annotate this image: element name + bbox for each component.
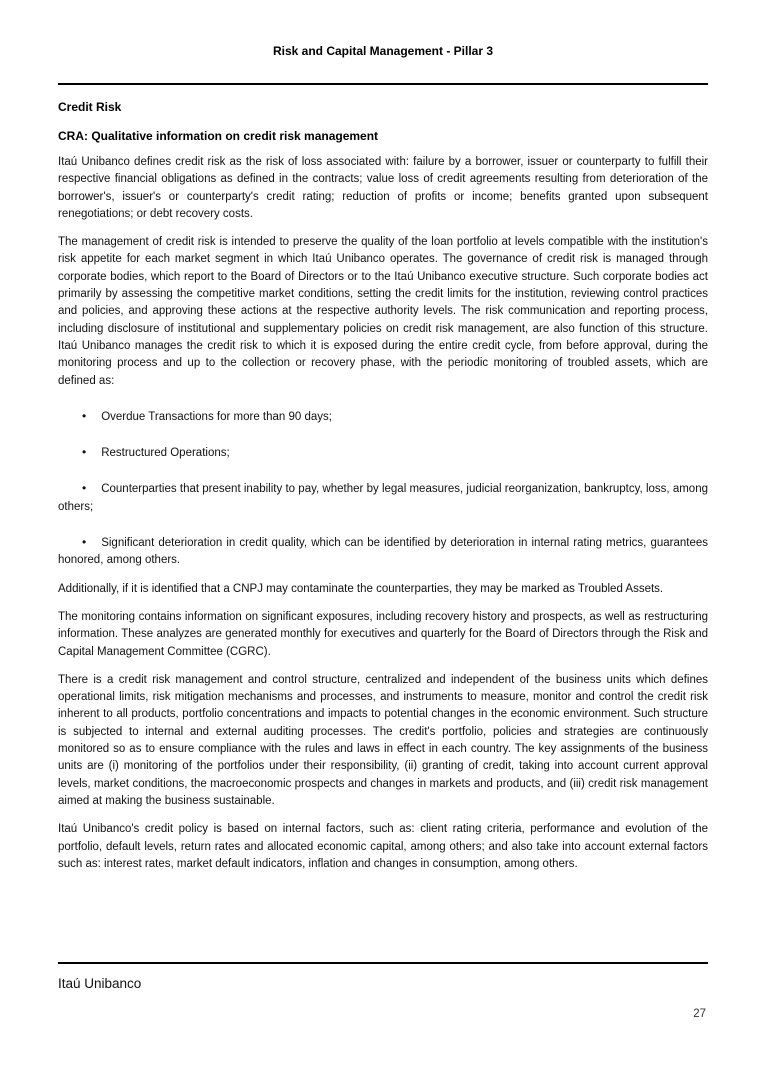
- bullet-item-text: Significant deterioration in credit quality, which can be identified by deterioration in internal rating metrics, guarantees honored, among others.: [58, 537, 708, 567]
- closing-paragraphs: [58, 581, 708, 873]
- bullet-item-text: Restructured Operations;: [101, 447, 230, 460]
- page-header-title: Risk and Capital Management - Pillar 3: [272, 44, 494, 58]
- bullet-icon: •: [82, 445, 87, 460]
- paragraph-intro-1: Itaú Unibanco defines credit risk as the risk of loss associated with: failure by a borrower, issuer or counterparty to fulfill their respective financial obligations as defined in the contracts; value loss of credit agreements resulting from deterioration of the borrower's, issuer's or counterparty's credit rating; reduction of profits or income; benefits granted upon subsequent renegotiations; or debt recovery costs.: [58, 156, 708, 220]
- bullet-item-text: Counterparties that present inability to pay, whether by legal measures, judicial reorganization, bankruptcy, loss, among others;: [58, 483, 708, 513]
- page-content: [58, 0, 708, 873]
- paragraph-additionally: Additionally, if it is identified that a CNPJ may contaminate the counterparties, they may be marked as Troubled Assets.: [58, 582, 664, 595]
- bullet-item: [58, 534, 708, 570]
- footer-brand: Itaú Unibanco: [58, 976, 142, 991]
- subsection-heading: CRA: Qualitative information on credit risk management: [58, 129, 379, 143]
- bullet-item-text: Overdue Transactions for more than 90 days;: [101, 410, 332, 423]
- paragraph-control-structure: There is a credit risk management and control structure, centralized and independent of the business units which defines operational limits, risk mitigation mechanisms and processes, and instruments to measure, monitor and control the credit risk inherent to all products, portfolio concentrations and impacts to potential changes in the economic environment. Such structure is subjected to internal and external auditing processes. The credit's portfolio, policies and strategies are continuously monitored so as to ensure compliance with the rules and laws in effect in each country. The key assignments of the business units are (i) monitoring of the portfolios under their responsibility, (ii) granting of credit, taking into account current approval levels, market conditions, the macroeconomic prospects and changes in markets and products, and (iii) credit risk management aimed at making the business sustainable.: [58, 673, 708, 807]
- bullet-icon: •: [82, 408, 87, 423]
- section-heading: Credit Risk: [58, 100, 122, 114]
- bullet-item: [58, 444, 708, 462]
- bullet-icon: •: [82, 535, 87, 550]
- paragraph-monitoring: The monitoring contains information on significant exposures, including recovery history and prospects, as well as restructuring information. These analyzes are generated monthly for executives and quarterly for the Board of Directors through the Risk and Capital Management Committee (CGRC).: [58, 610, 708, 658]
- bullet-icon: •: [82, 481, 87, 496]
- paragraph-credit-policy: Itaú Unibanco's credit policy is based on internal factors, such as: client rating criteria, performance and evolution of the portfolio, default levels, return rates and allocated economic capital, among others; and also take into account external factors such as: interest rates, market default indicators, inflation and changes in consumption, among others.: [58, 823, 708, 870]
- troubled-assets-bullet-list: [58, 408, 708, 570]
- footer-rule: [58, 962, 708, 964]
- bullet-item: [58, 408, 708, 426]
- header-rule: [58, 83, 708, 85]
- paragraph-intro-2: The management of credit risk is intended to preserve the quality of the loan portfolio at levels compatible with the institution's risk appetite for each market segment in which Itaú Unibanco operates. The governance of credit risk is managed through corporate bodies, which report to the Board of Directors or to the Itaú Unibanco executive structure. Such corporate bodies act primarily by assessing the competitive market conditions, setting the credit limits for the institution, reviewing control practices and policies, and approving these actions at the respective authority levels. The risk communication and reporting process, including disclosure of institutional and supplementary policies on credit risk management, are also function of this structure. Itaú Unibanco manages the credit risk to which it is exposed during the entire credit cycle, from before approval, during the monitoring process and up to the collection or recovery phase, with the periodic monitoring of troubled assets, which are defined as:: [58, 236, 708, 387]
- bullet-item: [58, 480, 708, 516]
- page-number: 27: [693, 1008, 706, 1020]
